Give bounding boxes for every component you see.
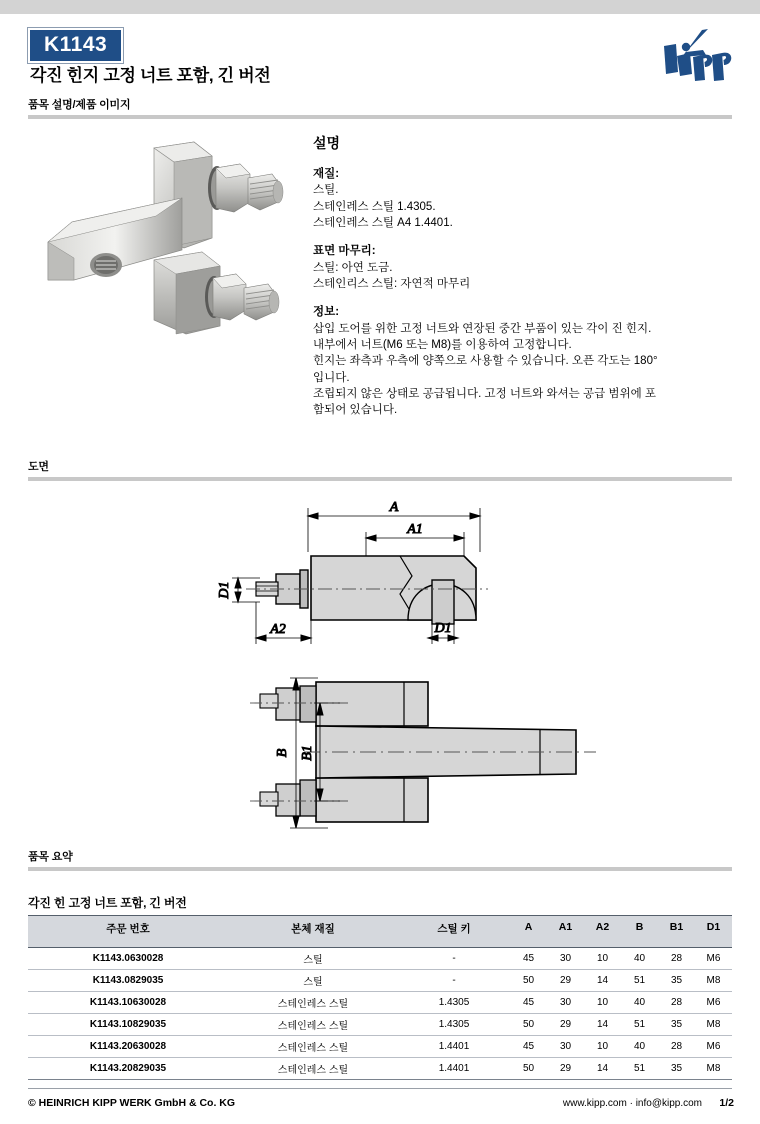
table-body: [28, 948, 732, 1080]
dim-label-A2: A2: [270, 622, 286, 637]
surface-finish-label: 표면 마무리:: [313, 245, 376, 258]
cell-steel-key: -: [398, 948, 510, 970]
table-row[interactable]: [28, 948, 732, 970]
page-title: 각진 힌지 고정 너트 포함, 긴 버전: [30, 66, 271, 85]
section-title: 품목 요약: [28, 851, 73, 863]
description-block: [313, 133, 733, 431]
cell-order-no: K1143.20829035: [28, 1058, 228, 1080]
cell-A1: 29: [547, 1014, 584, 1036]
table-row[interactable]: [28, 1014, 732, 1036]
cell-B1: 35: [658, 1014, 695, 1036]
cell-D1: M8: [695, 1014, 732, 1036]
cell-B: 40: [621, 992, 658, 1014]
cell-B: 51: [621, 1014, 658, 1036]
cell-order-no: K1143.0630028: [28, 948, 228, 970]
product-photo: [34, 130, 304, 345]
page-header: [0, 14, 760, 94]
cell-material: 스틸: [228, 970, 398, 992]
info-group: [313, 304, 733, 418]
technical-drawings: [28, 492, 732, 842]
dim-label-D1-right: D1: [434, 621, 452, 636]
table-row[interactable]: [28, 992, 732, 1014]
cell-A: 50: [510, 970, 547, 992]
cell-order-no: K1143.10630028: [28, 992, 228, 1014]
cell-A2: 10: [584, 1036, 621, 1058]
cell-D1: M6: [695, 992, 732, 1014]
upper-bolt: [208, 164, 283, 212]
cell-A: 45: [510, 992, 547, 1014]
cell-D1: M8: [695, 1058, 732, 1080]
section-rule: [28, 477, 732, 481]
cell-steel-key: 1.4401: [398, 1058, 510, 1080]
cell-A1: 29: [547, 1058, 584, 1080]
table-row[interactable]: [28, 970, 732, 992]
section-title: 도면: [28, 461, 49, 473]
section-title: 품목 설명/제품 이미지: [28, 99, 131, 111]
footer-copyright: © HEINRICH KIPP WERK GmbH & Co. KG: [28, 1097, 236, 1109]
section-rule: [28, 867, 732, 871]
cell-A2: 14: [584, 1014, 621, 1036]
lower-bolt: [205, 274, 279, 320]
cell-B: 51: [621, 970, 658, 992]
cell-D1: M8: [695, 970, 732, 992]
cell-A1: 29: [547, 970, 584, 992]
dim-label-A1: A1: [407, 522, 423, 537]
drawing-front-view: [250, 678, 596, 828]
table-header-row: [28, 916, 732, 948]
cell-steel-key: 1.4305: [398, 1014, 510, 1036]
section-rule: [28, 115, 732, 119]
cell-D1: M6: [695, 1036, 732, 1058]
dim-label-B1: B1: [300, 745, 315, 761]
info-line: 조립되지 않은 상태로 공급됩니다. 고정 너트와 와셔는 공급 범위에 포: [313, 387, 656, 400]
cell-A1: 30: [547, 992, 584, 1014]
table-row[interactable]: [28, 1058, 732, 1080]
material-group: [313, 166, 733, 231]
column-header-material: 본체 재질: [228, 916, 398, 948]
dim-label-B: B: [275, 748, 290, 758]
cell-material: 스테인레스 스틸: [228, 1014, 398, 1036]
drawing-side-view: [217, 500, 488, 644]
cell-steel-key: -: [398, 970, 510, 992]
cell-material: 스틸: [228, 948, 398, 970]
cell-material: 스테인레스 스틸: [228, 1036, 398, 1058]
surface-finish-line: 스테인리스 스틸: 자연적 마무리: [313, 277, 471, 290]
cell-order-no: K1143.20630028: [28, 1036, 228, 1058]
info-line: 함되어 있습니다.: [313, 404, 398, 417]
kipp-logo: [656, 26, 742, 82]
column-header-D1: D1: [695, 916, 732, 948]
cell-order-no: K1143.0829035: [28, 970, 228, 992]
cell-A1: 30: [547, 948, 584, 970]
cell-D1: M6: [695, 948, 732, 970]
info-line: 삽입 도어를 위한 고정 너트와 연장된 중간 부품이 있는 각이 진 힌지.: [313, 322, 652, 335]
material-line: 스테인레스 스틸 1.4305.: [313, 200, 436, 213]
cell-steel-key: 1.4305: [398, 992, 510, 1014]
column-header-order-no: 주문 번호: [28, 916, 228, 948]
footer-divider: [28, 1088, 732, 1089]
cell-A: 50: [510, 1014, 547, 1036]
info-line: 내부에서 너트(M6 또는 M8)를 이용하여 고정합니다.: [313, 338, 572, 351]
cell-A: 45: [510, 948, 547, 970]
table-row[interactable]: [28, 1036, 732, 1058]
column-header-B: B: [621, 916, 658, 948]
info-line: 힌지는 좌측과 우측에 양쪽으로 사용할 수 있습니다. 오픈 각도는 180°: [313, 355, 658, 368]
column-header-steel-key: 스틸 키: [398, 916, 510, 948]
section-drawing: [28, 458, 732, 481]
cell-A2: 10: [584, 992, 621, 1014]
cell-B: 40: [621, 948, 658, 970]
column-header-A2: A2: [584, 916, 621, 948]
cell-B1: 28: [658, 992, 695, 1014]
column-header-A1: A1: [547, 916, 584, 948]
cell-steel-key: 1.4401: [398, 1036, 510, 1058]
product-variants-table: [28, 915, 732, 1080]
cell-B: 51: [621, 1058, 658, 1080]
summary-table-title: 각진 힌 고정 너트 포함, 긴 버전: [28, 896, 187, 910]
cell-A: 45: [510, 1036, 547, 1058]
surface-finish-line: 스틸: 아연 도금.: [313, 261, 393, 274]
section-summary: [28, 848, 732, 871]
column-header-A: A: [510, 916, 547, 948]
product-code-badge: K1143: [28, 28, 123, 63]
cell-A1: 30: [547, 1036, 584, 1058]
cell-material: 스테인레스 스틸: [228, 1058, 398, 1080]
info-label: 정보:: [313, 306, 340, 319]
top-gray-band: [0, 0, 760, 14]
cell-A2: 10: [584, 948, 621, 970]
cell-A2: 14: [584, 1058, 621, 1080]
cell-B: 40: [621, 1036, 658, 1058]
cell-B1: 28: [658, 948, 695, 970]
footer-page-number: 1/2: [719, 1097, 734, 1109]
cell-order-no: K1143.10829035: [28, 1014, 228, 1036]
description-heading: 설명: [313, 135, 341, 151]
dim-label-A: A: [389, 500, 399, 515]
cell-B1: 35: [658, 970, 695, 992]
section-description-image: [28, 96, 732, 119]
info-line: 입니다.: [313, 371, 350, 384]
cell-B1: 35: [658, 1058, 695, 1080]
material-line: 스틸.: [313, 184, 339, 197]
dim-label-D1-left: D1: [217, 581, 232, 599]
cell-material: 스테인레스 스틸: [228, 992, 398, 1014]
cell-B1: 28: [658, 1036, 695, 1058]
cell-A2: 14: [584, 970, 621, 992]
column-header-B1: B1: [658, 916, 695, 948]
material-label: 재질:: [313, 168, 340, 180]
material-line: 스테인레스 스틸 A4 1.4401.: [313, 216, 453, 229]
footer-contact[interactable]: www.kipp.com · info@kipp.com: [562, 1098, 702, 1109]
cell-A: 50: [510, 1058, 547, 1080]
surface-finish-group: [313, 243, 733, 292]
